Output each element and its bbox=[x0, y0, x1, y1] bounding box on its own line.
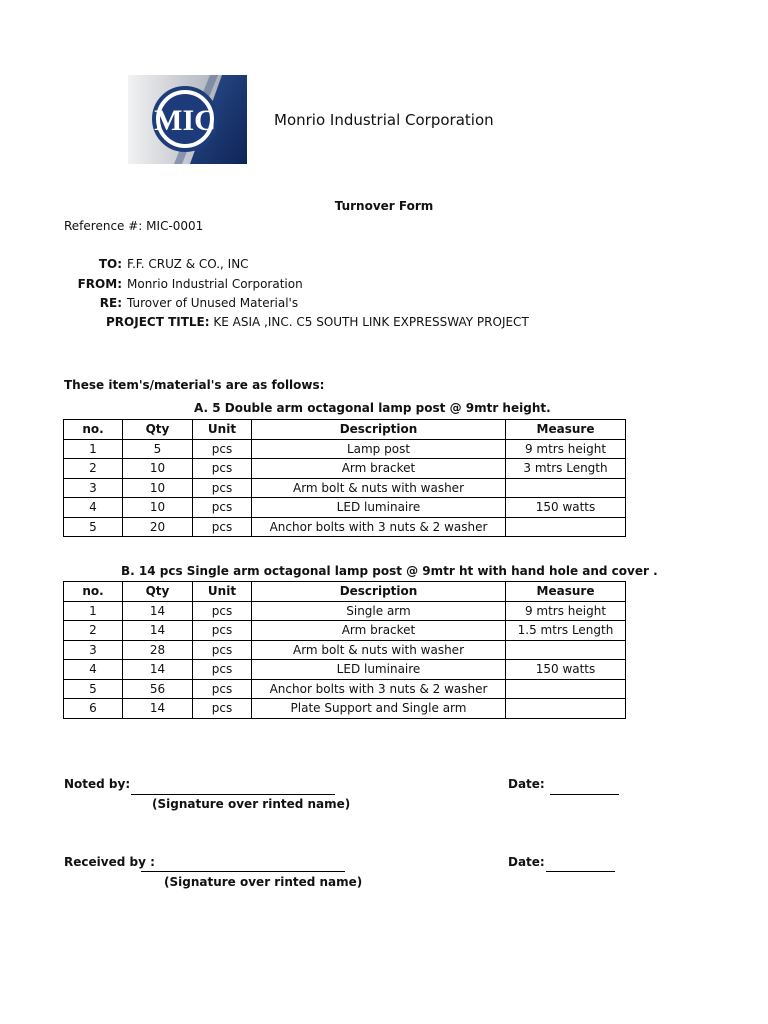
cell-no: 1 bbox=[64, 601, 123, 621]
col-description: Description bbox=[252, 582, 506, 602]
cell-no: 3 bbox=[64, 478, 123, 498]
cell-qty: 10 bbox=[123, 459, 193, 479]
reference-value: MIC-0001 bbox=[146, 219, 204, 233]
section-b-title: B. 14 pcs Single arm octagonal lamp post @ 9mtr ht with hand hole and cover . bbox=[121, 564, 658, 578]
table-row bbox=[64, 478, 626, 498]
reference-label: Reference #: bbox=[64, 219, 143, 233]
table-row bbox=[64, 679, 626, 699]
noted-signature-line[interactable] bbox=[131, 794, 335, 795]
cell-unit: pcs bbox=[193, 459, 252, 479]
form-title: Turnover Form bbox=[334, 199, 434, 213]
cell-qty: 5 bbox=[123, 439, 193, 459]
col-measure: Measure bbox=[506, 420, 626, 440]
noted-signature-caption: (Signature over rinted name) bbox=[152, 797, 351, 811]
to-value: F.F. CRUZ & CO., INC bbox=[127, 257, 249, 271]
table-row bbox=[64, 699, 626, 719]
re-value: Turover of Unused Material's bbox=[127, 296, 299, 310]
project-title bbox=[106, 315, 529, 329]
cell-description: LED luminaire bbox=[252, 660, 506, 680]
cell-no: 2 bbox=[64, 459, 123, 479]
table-row bbox=[64, 660, 626, 680]
cell-measure: 3 mtrs Length bbox=[506, 459, 626, 479]
cell-description: Arm bracket bbox=[252, 459, 506, 479]
cell-no: 1 bbox=[64, 439, 123, 459]
company-name: Monrio Industrial Corporation bbox=[274, 111, 494, 129]
cell-measure: 9 mtrs height bbox=[506, 439, 626, 459]
cell-qty: 20 bbox=[123, 517, 193, 537]
cell-no: 4 bbox=[64, 660, 123, 680]
cell-qty: 56 bbox=[123, 679, 193, 699]
cell-qty: 28 bbox=[123, 640, 193, 660]
cell-qty: 14 bbox=[123, 601, 193, 621]
section-b-table bbox=[63, 581, 626, 719]
cell-no: 4 bbox=[64, 498, 123, 518]
table-row bbox=[64, 517, 626, 537]
project-label: PROJECT TITLE: bbox=[106, 315, 210, 329]
cell-unit: pcs bbox=[193, 699, 252, 719]
cell-unit: pcs bbox=[193, 478, 252, 498]
cell-no: 5 bbox=[64, 517, 123, 537]
cell-measure: 9 mtrs height bbox=[506, 601, 626, 621]
intro-text: These item's/material's are as follows: bbox=[64, 378, 325, 392]
noted-date-label: Date: bbox=[508, 777, 545, 791]
table-header-row bbox=[64, 582, 626, 602]
cell-description: LED luminaire bbox=[252, 498, 506, 518]
company-logo bbox=[128, 75, 247, 164]
noted-date-line[interactable] bbox=[550, 794, 619, 795]
col-measure: Measure bbox=[506, 582, 626, 602]
cell-unit: pcs bbox=[193, 601, 252, 621]
col-qty: Qty bbox=[123, 582, 193, 602]
cell-no: 5 bbox=[64, 679, 123, 699]
section-a-table bbox=[63, 419, 626, 537]
cell-qty: 14 bbox=[123, 699, 193, 719]
col-unit: Unit bbox=[193, 582, 252, 602]
cell-qty: 10 bbox=[123, 498, 193, 518]
cell-description: Anchor bolts with 3 nuts & 2 washer bbox=[252, 517, 506, 537]
received-signature-caption: (Signature over rinted name) bbox=[164, 875, 363, 889]
noted-by-label: Noted by: bbox=[64, 777, 131, 791]
cell-description: Lamp post bbox=[252, 439, 506, 459]
cell-unit: pcs bbox=[193, 439, 252, 459]
cell-description: Anchor bolts with 3 nuts & 2 washer bbox=[252, 679, 506, 699]
cell-no: 3 bbox=[64, 640, 123, 660]
table-row bbox=[64, 640, 626, 660]
cell-measure bbox=[506, 640, 626, 660]
cell-unit: pcs bbox=[193, 640, 252, 660]
cell-description: Arm bolt & nuts with washer bbox=[252, 640, 506, 660]
cell-qty: 14 bbox=[123, 660, 193, 680]
col-no: no. bbox=[64, 420, 123, 440]
cell-measure bbox=[506, 478, 626, 498]
mic-logo-icon bbox=[128, 75, 247, 164]
table-row bbox=[64, 439, 626, 459]
col-unit: Unit bbox=[193, 420, 252, 440]
cell-unit: pcs bbox=[193, 660, 252, 680]
to-label: TO: bbox=[98, 257, 122, 271]
from-value: Monrio Industrial Corporation bbox=[127, 277, 303, 291]
cell-measure bbox=[506, 679, 626, 699]
reference bbox=[64, 219, 203, 233]
received-date-label: Date: bbox=[508, 855, 545, 869]
table-row bbox=[64, 498, 626, 518]
cell-measure: 150 watts bbox=[506, 660, 626, 680]
cell-description: Single arm bbox=[252, 601, 506, 621]
cell-unit: pcs bbox=[193, 679, 252, 699]
received-signature-line[interactable] bbox=[141, 871, 345, 872]
from-label: FROM: bbox=[77, 277, 122, 291]
cell-no: 2 bbox=[64, 621, 123, 641]
cell-unit: pcs bbox=[193, 517, 252, 537]
cell-description: Arm bracket bbox=[252, 621, 506, 641]
cell-unit: pcs bbox=[193, 621, 252, 641]
cell-measure: 150 watts bbox=[506, 498, 626, 518]
col-description: Description bbox=[252, 420, 506, 440]
table-row bbox=[64, 621, 626, 641]
col-no: no. bbox=[64, 582, 123, 602]
cell-description: Arm bolt & nuts with washer bbox=[252, 478, 506, 498]
cell-unit: pcs bbox=[193, 498, 252, 518]
col-qty: Qty bbox=[123, 420, 193, 440]
cell-no: 6 bbox=[64, 699, 123, 719]
cell-measure bbox=[506, 699, 626, 719]
table-header-row bbox=[64, 420, 626, 440]
received-by-label: Received by : bbox=[64, 855, 155, 869]
cell-measure: 1.5 mtrs Length bbox=[506, 621, 626, 641]
svg-text:MIC: MIC bbox=[154, 104, 216, 137]
cell-qty: 14 bbox=[123, 621, 193, 641]
section-a-title: A. 5 Double arm octagonal lamp post @ 9mtr height. bbox=[194, 401, 551, 415]
table-row bbox=[64, 459, 626, 479]
table-row bbox=[64, 601, 626, 621]
project-value: KE ASIA ,INC. C5 SOUTH LINK EXPRESSWAY PROJECT bbox=[213, 315, 529, 329]
received-date-line[interactable] bbox=[546, 871, 615, 872]
cell-qty: 10 bbox=[123, 478, 193, 498]
cell-measure bbox=[506, 517, 626, 537]
cell-description: Plate Support and Single arm bbox=[252, 699, 506, 719]
re-label: RE: bbox=[99, 296, 122, 310]
